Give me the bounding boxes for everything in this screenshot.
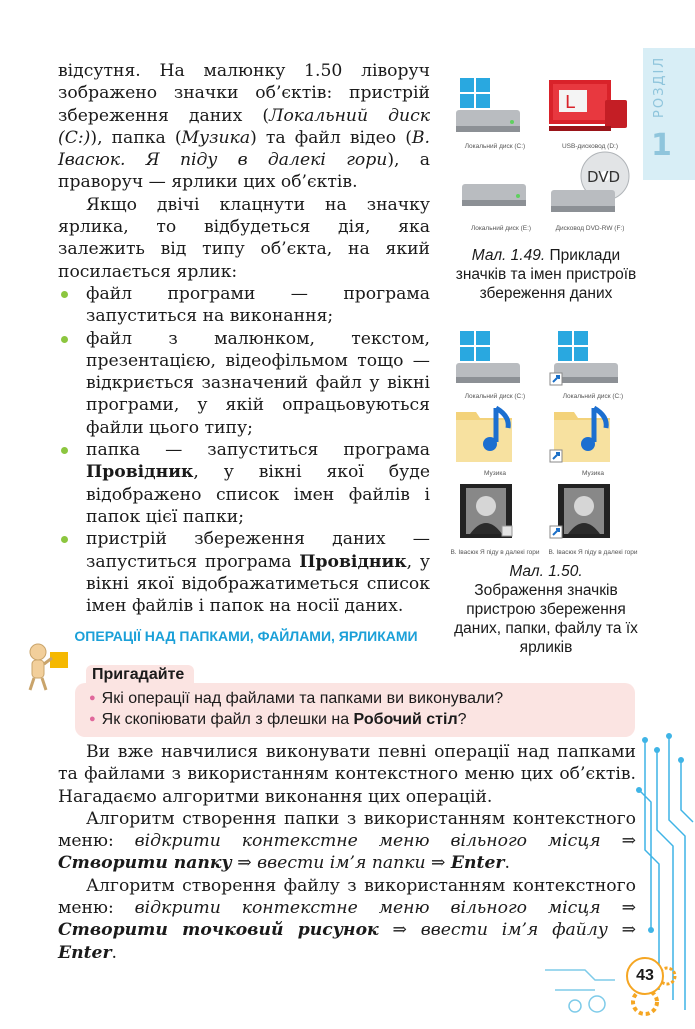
page-number: 43 <box>626 957 664 995</box>
local-disk-e-icon: Локальний диск (Е:) <box>456 160 546 232</box>
list-item: ● Які операції над файлами та папками ви виконували? <box>89 689 503 710</box>
remind-list <box>89 689 503 731</box>
paragraph-2: Якщо двічі клацнути на значку ярлика, то відбудеться дія, яка залежить від типу об’єкта, на який посилається ярлик: <box>58 194 430 282</box>
local-disk-icon: Локальний диск (С:) <box>450 325 540 400</box>
list-item: папка — запуститься програма Провідник, у вікні якої буде відображено список імен файлів і папок цієї папки; <box>58 439 430 528</box>
remind-box <box>75 683 635 737</box>
music-folder-icon: Музика <box>450 402 540 477</box>
bullet-list <box>58 283 430 617</box>
music-folder-shortcut-icon: Музика <box>548 402 638 477</box>
chapter-number: 1 <box>651 128 672 163</box>
paragraph-3: Ви вже навчилися виконувати певні операції над папками та файлами з використанням контекстного меню цих об’єктів. Нагадаємо алгоритми виконання цих операцій. <box>58 742 636 807</box>
remind-title: Пригадайте <box>86 665 194 684</box>
section-title: ОПЕРАЦІЇ НАД ПАПКАМИ, ФАЙЛАМИ, ЯРЛИКАМИ <box>74 628 418 644</box>
video-file-icon: В. Івасюк Я піду в далекі гори <box>450 482 540 556</box>
local-disk-shortcut-icon: Локальний диск (С:) <box>548 325 638 400</box>
list-item: файл з малюнком, текстом, презентацією, відеофільмом тощо — відкриється зазначений файл у вікні програми, у якій опрацьовуються файли цього типу; <box>58 328 430 439</box>
paragraph-1: відсутня. На малюнку 1.50 ліворуч зображено значки об’єктів: пристрій збереження даних (Локальний диск (С:)), папка (Музика) та файл відео (В. Івасюк. Я піду в далекі гори), а праворуч — ярлики цих об’єктів. <box>58 61 431 193</box>
chapter-word: РОЗДІЛ <box>652 55 667 118</box>
svg-text:L: L <box>565 92 576 113</box>
paragraph-5: Алгоритм створення файлу з використанням контекстного меню: відкрити контекстне меню вільного місця ⇒ Створити точковий рисунок ⇒ ввести ім’я файлу ⇒ Enter. <box>58 875 637 963</box>
list-item: ● Як скопіювати файл з флешки на Робочий стіл? <box>89 710 503 731</box>
figure-149-caption: Мал. 1.49. Приклади значків та імен пристроїв збереження даних <box>455 247 637 302</box>
paragraph-4: Алгоритм створення папки з використанням контекстного меню: відкрити контекстне меню вільного місця ⇒ Створити папку ⇒ ввести ім’я папки ⇒ Enter. <box>58 808 636 874</box>
list-item: файл програми — програма запуститься на виконання; <box>58 283 430 328</box>
bottom-text <box>58 741 636 964</box>
main-text <box>58 60 430 617</box>
figure-150-caption: Мал. 1.50. Зображення значків пристрою збереження даних, папки, файлу та їх ярликів <box>454 563 638 656</box>
usb-drive-icon: L USB-дисковод (D:) <box>545 70 635 150</box>
local-disk-c-icon: Локальний диск (С:) <box>450 70 540 150</box>
svg-text:DVD: DVD <box>587 168 621 186</box>
mascot-icon <box>22 640 72 692</box>
dvd-drive-icon: DVD Дисковод DVD-RW (F:) <box>545 150 635 232</box>
chapter-tab <box>643 48 695 180</box>
gears-decoration <box>545 950 685 1020</box>
video-file-shortcut-icon: В. Івасюк Я піду в далекі гори <box>548 482 638 556</box>
list-item: пристрій збереження даних — запуститься програма Провідник, у вікні якої відображатиметься список імен файлів і папок на носії даних. <box>58 528 430 617</box>
